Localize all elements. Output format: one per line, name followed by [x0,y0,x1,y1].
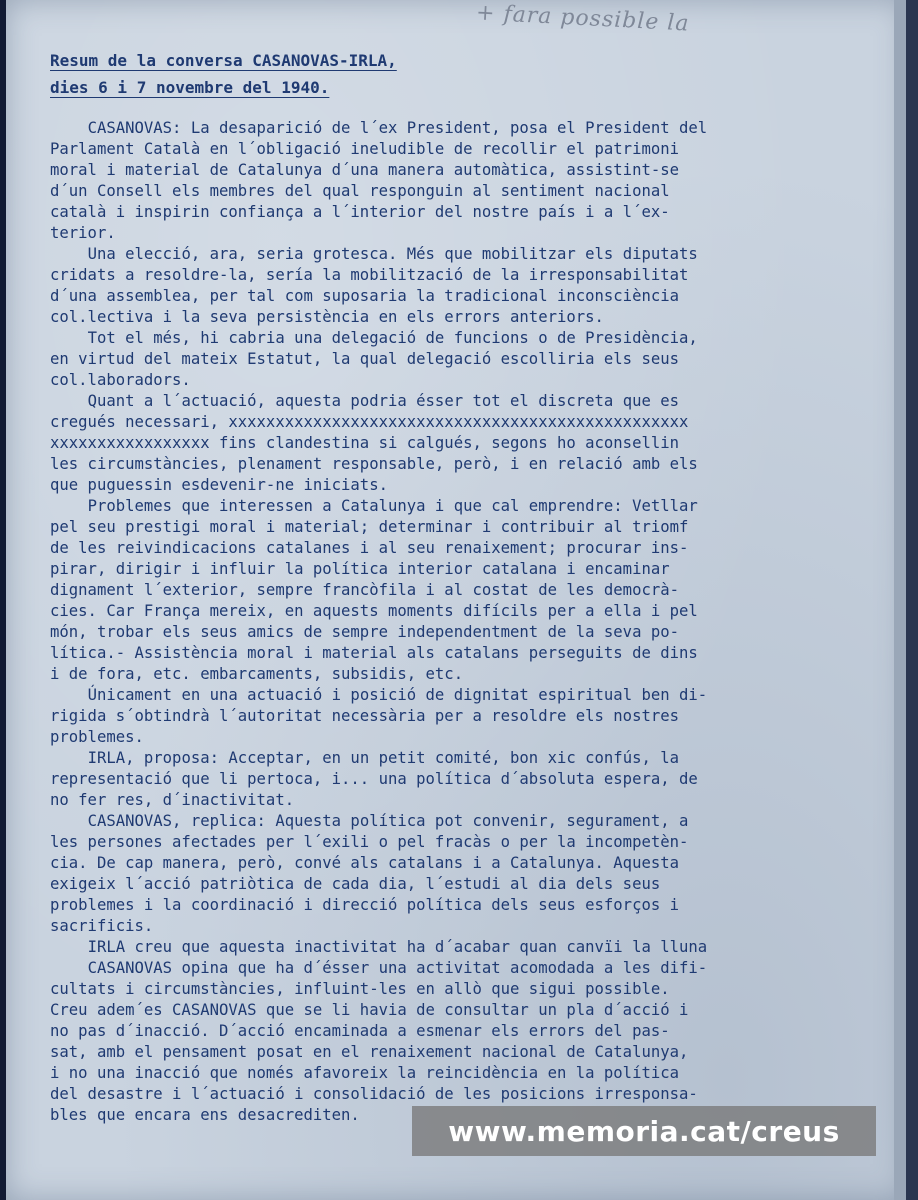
paragraph-delegacio: Tot el més, hi cabria una delegació de funcions o de Presidència, en virtud del mateix Estatut, la qual delegació escolliria els seus col.laboradors. [50,329,698,389]
paragraph-irla-proposa: IRLA, proposa: Acceptar, en un petit comité, bon xic confús, la representació que li pertoca, i... una política d´absoluta espera, de no fer res, d´inactivitat. [50,749,698,809]
typed-document [50,50,900,1126]
spacer [50,104,900,118]
document-title-line2: dies 6 i 7 novembre del 1940. [50,78,330,97]
paragraph-casanovas-intro: CASANOVAS: La desaparició de l´ex President, posa el President del Parlament Català en l´obligació ineludible de recollir el patrimoni moral i material de Catalunya d´una manera automàtica, assistint-se d´un Consell els membres del qual responguin al sentiment nacional català i inspirin confiança a l´interior del nostre país i a l´ex- terior. [50,119,708,242]
paragraph-dignitat: Únicament en una actuació i posició de dignitat espiritual ben di- rigida s´obtindrà l´autoritat necessària per a resoldre els nostres problemes. [50,686,708,746]
document-title-line1: Resum de la conversa CASANOVAS-IRLA, [50,51,397,70]
watermark-url: www.memoria.cat/creus [412,1106,876,1156]
paragraph-actuacio: Quant a l´actuació, aquesta podria ésser tot el discreta que es cregués necessari, xxxxxxxxxxxxxxxxxxxxxxxxxxxxxxxxxxxxxxxxxxxxxxxxx xxxxxxxxxxxxxxxxx fins clandestina si calgués, segons ho aconsellin les circumstàncies, plenament responsable, però, i en relació amb els que puguessin esdevenir-ne iniciats. [50,392,698,494]
paragraph-irla-creu: IRLA creu que aquesta inactivitat ha d´acabar quan canvïi la lluna [50,938,708,956]
paragraph-casanovas-replica: CASANOVAS, replica: Aquesta política pot convenir, segurament, a les persones afectades per l´exili o pel fracàs o per la incompetèn- cia. De cap manera, però, convé als catalans i a Catalunya. Aquesta exigeix l´acció patriòtica de cada dia, l´estudi al dia dels seus problemes i la coordinació i direcció política dels seus esforços i sacrificis. [50,812,689,935]
paragraph-casanovas-opina: CASANOVAS opina que ha d´ésser una activitat acomodada a les difi- cultats i circumstàncies, influint-les en allò que sigui possible. Creu adem´es CASANOVAS que se li havia de consultar un pla d´acció i no pas d´inacció. D´acció encaminada a esmenar els errors del pas- sat, amb el pensament posat en el renaixement nacional de Catalunya, i no una inacció que només afavoreix la reincidència en la política del desastre i l´actuació i consolidació de les posicions irresponsa- bles que encara ens desacrediten. [50,959,708,1124]
paragraph-problemes: Problemes que interessen a Catalunya i que cal emprendre: Vetllar pel seu prestigi moral i material; determinar i contribuir al triomf de les reivindicacions catalanes i al seu renaixement; procurar ins- pirar, dirigir i influir la política interior catalana i encaminar dignament l´exterior, sempre francòfila i al costat de les democrà- cies. Car França mereix, en aquests moments difícils per a ella i pel món, trobar els seus amics de sempre independentment de la seva po- lítica.- Assistència moral i material als catalans perseguits de dins i de fora, etc. embarcaments, subsidis, etc. [50,497,698,683]
handwritten-note: + fara possible la [475,0,691,37]
paragraph-eleccio: Una elecció, ara, seria grotesca. Més que mobilitzar els diputats cridats a resoldre-la, sería la mobilització de la irresponsabilitat d´una assemblea, per tal com suposaria la tradicional inconsciència col.lectiva i la seva persistència en els errors anteriors. [50,245,698,326]
